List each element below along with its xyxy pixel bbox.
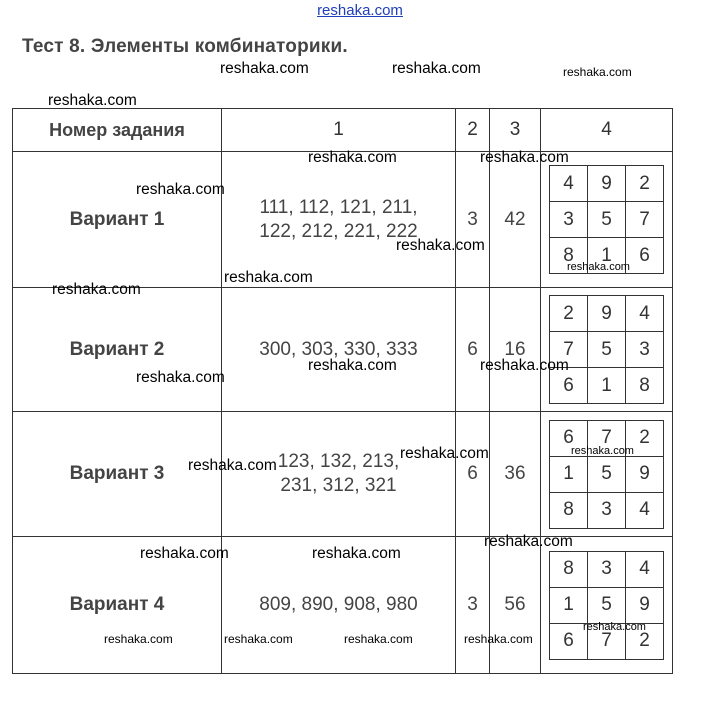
header-row (13, 109, 673, 152)
square-cell: 3 (588, 551, 626, 587)
watermark: reshaka.com (312, 545, 401, 562)
answer-3: 36 (490, 412, 541, 537)
square-cell: 3 (626, 332, 664, 368)
watermark: reshaka.com (567, 261, 630, 273)
square-cell: 1 (588, 238, 626, 274)
page-title: Тест 8. Элементы комбинаторики. (22, 36, 348, 57)
square-cell: 6 (550, 420, 588, 456)
header-col-1: 1 (222, 109, 456, 152)
square-cell: 5 (588, 202, 626, 238)
square-cell: 6 (550, 368, 588, 404)
watermark: reshaka.com (464, 632, 533, 646)
watermark: reshaka.com (392, 60, 481, 77)
square-cell: 1 (550, 456, 588, 492)
watermark: reshaka.com (308, 357, 397, 374)
watermark: reshaka.com (571, 445, 634, 457)
square-cell: 9 (626, 587, 664, 623)
square-cell: 9 (588, 296, 626, 332)
variant-label: Вариант 2 (13, 288, 222, 412)
watermark: reshaka.com (136, 181, 225, 198)
watermark: reshaka.com (220, 60, 309, 77)
square-cell: 2 (626, 166, 664, 202)
magic-square (549, 295, 664, 404)
answer-2: 3 (456, 152, 490, 288)
variant-label: Вариант 4 (13, 537, 222, 674)
square-cell: 2 (626, 623, 664, 659)
answer-2: 3 (456, 537, 490, 674)
answer-1: 111, 112, 121, 211, 122, 212, 221, 222 (222, 152, 456, 288)
variant-label: Вариант 1 (13, 152, 222, 288)
watermark: reshaka.com (396, 237, 485, 254)
watermark: reshaka.com (52, 281, 141, 298)
answer-1: 300, 303, 330, 333 (222, 288, 456, 412)
header-col-3: 3 (490, 109, 541, 152)
square-cell: 1 (550, 587, 588, 623)
answer-4-cell (541, 537, 673, 674)
watermark: reshaka.com (140, 545, 229, 562)
watermark: reshaka.com (188, 457, 277, 474)
square-cell: 6 (550, 623, 588, 659)
square-cell: 7 (550, 332, 588, 368)
watermark: reshaka.com (400, 445, 489, 462)
magic-square (549, 420, 664, 529)
square-cell: 8 (626, 368, 664, 404)
square-cell: 8 (550, 238, 588, 274)
top-watermark-link[interactable]: reshaka.com (317, 2, 403, 19)
watermark: reshaka.com (484, 533, 573, 550)
answer-3: 42 (490, 152, 541, 288)
square-cell: 4 (550, 166, 588, 202)
square-cell: 9 (588, 166, 626, 202)
answers-table (12, 108, 673, 674)
watermark: reshaka.com (480, 357, 569, 374)
table-row (13, 412, 673, 537)
watermark: reshaka.com (224, 269, 313, 286)
answer-4-cell (541, 412, 673, 537)
square-cell: 5 (588, 456, 626, 492)
watermark: reshaka.com (224, 632, 293, 646)
magic-square (549, 551, 664, 660)
square-cell: 5 (588, 587, 626, 623)
watermark: reshaka.com (583, 621, 646, 633)
answer-3: 16 (490, 288, 541, 412)
square-cell: 7 (588, 623, 626, 659)
header-task-number: Номер задания (13, 109, 222, 152)
watermark: reshaka.com (308, 149, 397, 166)
table-row (13, 288, 673, 412)
square-cell: 2 (550, 296, 588, 332)
square-cell: 7 (626, 202, 664, 238)
square-cell: 7 (588, 420, 626, 456)
variant-label: Вариант 3 (13, 412, 222, 537)
answer-1: 809, 890, 908, 980 (222, 537, 456, 674)
watermark: reshaka.com (563, 65, 632, 79)
header-col-2: 2 (456, 109, 490, 152)
square-cell: 6 (626, 238, 664, 274)
header-col-4: 4 (541, 109, 673, 152)
answer-2: 6 (456, 412, 490, 537)
square-cell: 8 (550, 551, 588, 587)
answer-2: 6 (456, 288, 490, 412)
answer-3: 56 (490, 537, 541, 674)
square-cell: 4 (626, 492, 664, 528)
magic-square (549, 165, 664, 274)
square-cell: 3 (588, 492, 626, 528)
answer-4-cell (541, 288, 673, 412)
watermark: reshaka.com (104, 632, 173, 646)
watermark: reshaka.com (48, 92, 137, 109)
square-cell: 4 (626, 551, 664, 587)
square-cell: 2 (626, 420, 664, 456)
square-cell: 1 (588, 368, 626, 404)
square-cell: 5 (588, 332, 626, 368)
answer-1: 123, 132, 213, 231, 312, 321 (222, 412, 456, 537)
square-cell: 4 (626, 296, 664, 332)
square-cell: 8 (550, 492, 588, 528)
watermark: reshaka.com (136, 369, 225, 386)
watermark: reshaka.com (480, 149, 569, 166)
watermark: reshaka.com (344, 632, 413, 646)
square-cell: 9 (626, 456, 664, 492)
square-cell: 3 (550, 202, 588, 238)
